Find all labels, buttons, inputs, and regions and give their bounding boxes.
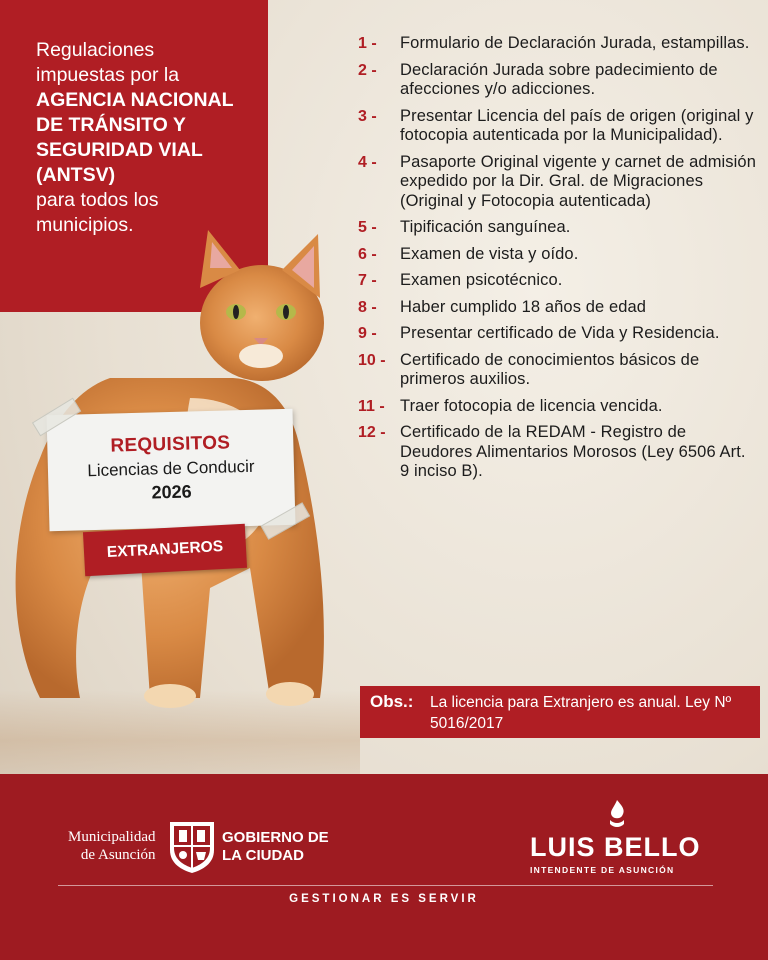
item-text: Examen psicotécnico. (400, 271, 563, 289)
item-text: Pasaporte Original vigente y carnet de admisión expedido por la Dir. Gral. de Migraciones (Original y Fotocopia autenticada) (400, 152, 756, 210)
item-text: Declaración Jurada sobre padecimiento de afecciones y/o adicciones. (400, 60, 718, 98)
municipalidad-logo-text (68, 828, 155, 864)
item-number: 1 - (358, 35, 377, 52)
intro-text-1: Regulaciones impuestas por la (36, 39, 180, 86)
item-text: Certificado de la REDAM - Registro de Deudores Alimentarios Morosos (Ley 6506 Art. 9 inciso B). (400, 423, 746, 480)
item-text: Haber cumplido 18 años de edad (400, 297, 647, 316)
list-item (358, 218, 758, 238)
item-text: Traer fotocopia de licencia vencida. (400, 396, 663, 415)
item-number: 9 - (358, 325, 377, 342)
intro-agency: AGENCIA NACIONAL DE TRÁNSITO Y SEGURIDAD VIAL (ANTSV) (36, 89, 234, 186)
gob-line-1: GOBIERNO DE (222, 829, 329, 846)
gobierno-logo-text (222, 829, 329, 865)
item-text: Certificado de conocimientos básicos de primeros auxilios. (400, 350, 700, 388)
list-item (358, 34, 758, 54)
item-number: 7 - (358, 272, 377, 289)
mayor-name: LUIS BELLO (530, 832, 701, 862)
requirements-tag (47, 409, 296, 531)
list-item (358, 61, 758, 100)
list-item (358, 423, 758, 482)
list-item (358, 324, 758, 344)
crest-icon (168, 818, 216, 874)
obs-text: La licencia para Extranjero es anual. Ley Nº 5016/2017 (430, 694, 732, 732)
list-item (358, 271, 758, 291)
list-item (358, 107, 758, 146)
slogan: GESTIONAR ES SERVIR (289, 893, 479, 905)
tag-title: REQUISITOS (110, 432, 231, 457)
item-number: 12 - (358, 424, 386, 441)
item-text: Presentar Licencia del país de origen (original y fotocopia autenticada por la Municipalidad). (400, 106, 754, 144)
muni-line-2: de Asunción (80, 847, 156, 863)
obs-label: Obs.: (370, 692, 414, 711)
requirements-list (358, 34, 758, 489)
item-number: 4 - (358, 153, 377, 171)
item-text: Presentar certificado de Vida y Residencia. (400, 324, 720, 342)
list-item (358, 153, 758, 212)
list-item (358, 245, 758, 265)
flame-icon (606, 800, 628, 830)
item-text: Examen de vista y oído. (400, 244, 579, 263)
muni-line-1: Municipalidad (68, 829, 156, 845)
observation-box (360, 686, 760, 738)
tag-subtitle: Licencias de Conducir (87, 456, 255, 481)
item-text: Tipificación sanguínea. (400, 218, 571, 236)
list-item (358, 397, 758, 417)
item-number: 3 - (358, 107, 377, 125)
list-item (358, 351, 758, 390)
extranjeros-badge: EXTRANJEROS (83, 524, 247, 576)
item-text: Formulario de Declaración Jurada, estampillas. (400, 34, 750, 52)
list-item (358, 298, 758, 318)
footer (0, 774, 768, 960)
mayor-title: INTENDENTE DE ASUNCIÓN (530, 865, 675, 875)
intro-text-2: para todos los municipios. (36, 189, 159, 236)
item-number: 10 - (358, 351, 386, 369)
item-number: 6 - (358, 245, 377, 263)
gob-line-2: LA CIUDAD (222, 847, 304, 864)
item-number: 2 - (358, 61, 377, 79)
footer-divider (58, 885, 713, 886)
item-number: 8 - (358, 298, 377, 316)
item-number: 5 - (358, 219, 377, 236)
tag-year: 2026 (151, 481, 192, 503)
item-number: 11 - (358, 397, 385, 415)
